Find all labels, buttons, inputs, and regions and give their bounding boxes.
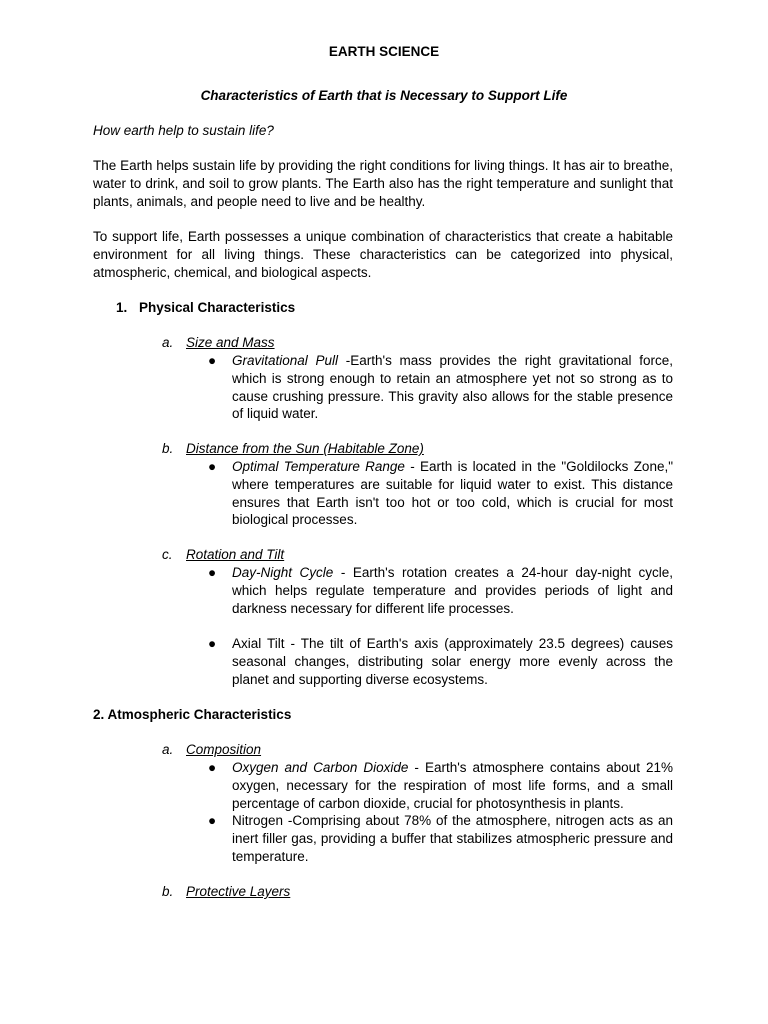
bullet-text <box>232 564 673 617</box>
bullet-day-night-cycle <box>208 564 673 617</box>
bullet-term: Oxygen and Carbon Dioxide <box>232 760 409 775</box>
bullet-term: Gravitational Pull <box>232 353 339 368</box>
bullet-axial-tilt <box>208 635 673 688</box>
bullet-optimal-temperature <box>208 458 673 529</box>
bullet-text: Axial Tilt - The tilt of Earth's axis (approximately 23.5 degrees) causes seasonal changes, distributing solar energy more evenly across the planet and supporting diverse ecosystems. <box>232 636 673 687</box>
bullet-term: Optimal Temperature Range <box>232 459 405 474</box>
bullet-dot-icon: ● <box>208 459 217 474</box>
subheading-rotation-and-tilt <box>162 546 284 564</box>
subheading-label: Rotation and Tilt <box>186 547 285 562</box>
bullet-description: - Earth's rotation creates a 24-hour day-night cycle, which helps regulate temperature and provides periods of light and darkness necessary for different life processes. <box>232 565 673 616</box>
subheading-composition <box>162 741 261 759</box>
bullet-dot-icon: ● <box>208 636 217 651</box>
subheading-size-and-mass <box>162 334 275 352</box>
document-title: EARTH SCIENCE <box>328 44 440 59</box>
section-number: 1. <box>116 300 128 315</box>
subheading-distance-from-sun <box>162 440 424 458</box>
bullet-text: Nitrogen -Comprising about 78% of the atmosphere, nitrogen acts as an inert filler gas, providing a buffer that stabilizes atmospheric pressure and temperature. <box>232 813 673 864</box>
bullet-description: - Earth's atmosphere contains about 21% oxygen, necessary for the respiration of most life forms, and a small percentage of carbon dioxide, crucial for photosynthesis in plants. <box>232 760 673 811</box>
bullet-description: -Earth's mass provides the right gravitational force, which is strong enough to retain an atmosphere yet not so strong as to cause crushing pressure. This gravity also allows for the stable presence of liquid water. <box>232 353 673 422</box>
guiding-question: How earth help to sustain life? <box>93 123 274 138</box>
bullet-term: Day-Night Cycle <box>232 565 334 580</box>
subheading-letter: a. <box>162 335 174 350</box>
bullet-dot-icon: ● <box>208 813 217 828</box>
document-subtitle: Characteristics of Earth that is Necessary to Support Life <box>200 88 568 103</box>
bullet-oxygen-co2 <box>208 759 673 812</box>
section-title: Physical Characteristics <box>139 300 296 315</box>
subheading-label: Size and Mass <box>186 335 275 350</box>
intro-paragraph: The Earth helps sustain life by providing the right conditions for living things. It has air to breathe, water to drink, and soil to grow plants. The Earth also has the right temperature and sunlight that plants, animals, and people need to live and be healthy. <box>93 158 673 209</box>
subheading-label: Distance from the Sun (Habitable Zone) <box>186 441 424 456</box>
subheading-letter: c. <box>162 547 173 562</box>
section-heading-atmospheric: 2. Atmospheric Characteristics <box>93 707 292 722</box>
subheading-protective-layers <box>162 883 290 901</box>
bullet-text <box>232 458 673 529</box>
bullet-description: - Earth is located in the "Goldilocks Zone," where temperatures are suitable for liquid water to exist. This distance ensures that Earth isn't too hot or too cold, which is crucial for most biological processes. <box>232 459 674 528</box>
subheading-label: Protective Layers <box>186 884 291 899</box>
bullet-dot-icon: ● <box>208 565 217 580</box>
bullet-dot-icon: ● <box>208 760 217 775</box>
subheading-label: Composition <box>186 742 262 757</box>
bullet-dot-icon: ● <box>208 353 217 368</box>
bullet-text <box>232 759 673 812</box>
overview-paragraph: To support life, Earth possesses a unique combination of characteristics that create a habitable environment for all living things. These characteristics can be categorized into physical, atmospheric, chemical, and biological aspects. <box>93 229 673 280</box>
subheading-letter: a. <box>162 742 174 757</box>
bullet-text <box>232 352 673 423</box>
bullet-gravitational-pull <box>208 352 673 423</box>
section-heading-physical <box>116 299 295 317</box>
subheading-letter: b. <box>162 884 174 899</box>
subheading-letter: b. <box>162 441 174 456</box>
bullet-nitrogen <box>208 812 673 865</box>
